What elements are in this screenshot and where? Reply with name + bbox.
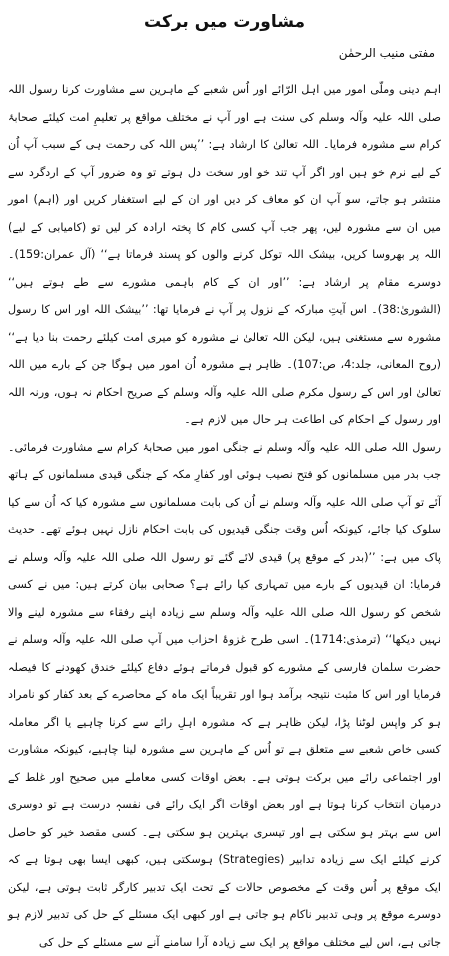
paragraph: اہم دینی وملّی امور میں اہل الرّائے اور اُس شعبے کے ماہرین سے مشاورت کرنا رسول اللہ صلی اللہ علیہ وآلہ وسلم کی سنت ہے اور آپ نے مختلف مواقع پر تعلیمِ امت کیلئے صحابۂ کرام سے مشورہ فرمایا۔ اللہ تعالیٰ کا ارشاد ہے: ’’پس اللہ کی رحمت ہی کے سبب آپ اُن کے لیے نرم خو ہیں اور اگر آپ تند خو اور سخت دل ہوتے تو وہ ضرور آپ کے اردگرد سے منتشر ہو جاتے، سو آپ ان کو معاف کر دیں اور ان کے لیے استغفار کریں اور (اہم) امور میں ان سے مشورہ لیں، پھر جب آپ کسی کام کا پختہ ارادہ کر لیں تو (کامیابی کے لیے) اللہ پر بھروسا کریں، بیشک اللہ توکل کرنے والوں کو پسند فرماتا ہے‘‘ (آل عمران:159)۔ دوسرے مقام پر ارشاد ہے: ’’اور ان کے کام باہمی مشورے سے طے ہوتے ہیں‘‘ (الشوریٰ:38)۔ اس آیتِ مبارکہ کے نزول پر آپ نے فرمایا تھا: ’’بیشک اللہ اور اس کا رسول مشورہ سے مستغنی ہیں، لیکن اللہ تعالیٰ نے مشورہ کو میری امت کیلئے رحمت بنا دیا ہے‘‘ (روح المعانی، جلد:4، ص:107)۔ ظاہر ہے مشورہ اُن امور میں ہوگا جن کے بارے میں اللہ تعالیٰ اور اس کے رسول مکرم صلی اللہ علیہ وآلہ وسلم کے صریح احکام نہ ہوں، ورنہ اللہ اور رسول کے احکام کی اطاعت ہر حال میں لازم ہے۔ (8, 76, 441, 434)
author-name: مفتی منیب الرحمٰن (8, 44, 435, 62)
article-body (8, 76, 441, 956)
article-title: مشاورت میں برکت (8, 10, 441, 34)
paragraph: رسول اللہ صلی اللہ علیہ وآلہ وسلم نے جنگی امور میں صحابۂ کرام سے مشاورت فرمائی۔ جب بدر میں مسلمانوں کو فتح نصیب ہوئی اور کفارِ مکہ کے جنگی قیدی مسلمانوں کے ہاتھ آئے تو آپ صلی اللہ علیہ وآلہ وسلم نے اُن کی بابت مسلمانوں سے مشورہ کیا کہ اُن سے کیا سلوک کیا جائے، کیونکہ اُس وقت جنگی قیدیوں کی بابت احکام نازل نہیں ہوئے تھے۔ حدیث پاک میں ہے: ’’(بدر کے موقع پر) قیدی لائے گئے تو رسول اللہ صلی اللہ علیہ وآلہ وسلم نے فرمایا: ان قیدیوں کے بارے میں تمہاری کیا رائے ہے؟ صحابی بیان کرتے ہیں: میں نے کسی شخص کو رسول اللہ صلی اللہ علیہ وآلہ وسلم سے زیادہ اپنے رفقاء سے مشورہ لینے والا نہیں دیکھا‘‘ (ترمذی:1714)۔ اسی طرح غزوۂ احزاب میں آپ صلی اللہ علیہ وآلہ وسلم نے حضرت سلمان فارسی کے مشورے کو قبول فرماتے ہوئے دفاع کیلئے خندق کھودنے کا فیصلہ فرمایا اور اس کا مثبت نتیجہ برآمد ہوا اور تقریباً ایک ماہ کے محاصرے کے بعد کفار کو نامراد ہو کر واپس لوٹنا پڑا، لیکن ظاہر ہے کہ مشورہ اہلِ رائے سے کرنا چاہیے یا اگر معاملہ کسی خاص شعبے سے متعلق ہے تو اُس کے ماہرین سے مشورہ لینا چاہیے، کیونکہ مشاورت اور اجتماعی رائے میں برکت ہوتی ہے۔ بعض اوقات کسی معاملے میں صحیح اور غلط کے درمیان انتخاب کرنا ہوتا ہے اور بعض اوقات اگر ایک رائے فی نفسہٖ درست ہے تو دوسری اس سے بہتر ہو سکتی ہے اور تیسری بہترین ہو سکتی ہے۔ کسی مقصد خیر کو حاصل کرنے کیلئے ایک سے زیادہ تدابیر (Strategies) ہوسکتی ہیں، کبھی ایسا بھی ہوتا ہے کہ ایک موقع پر اُس وقت کے مخصوص حالات کے تحت ایک تدبیر کارگر ثابت ہوتی ہے، لیکن دوسرے موقع پر وہی تدبیر ناکام ہو جاتی ہے اور کبھی ایک مسئلے کے حل کی تدبیر لازم ہو جاتی ہے، اس لیے مختلف مواقع پر ایک سے زیادہ آرا سامنے آنے سے مسئلے کے حل کی (8, 434, 441, 956)
